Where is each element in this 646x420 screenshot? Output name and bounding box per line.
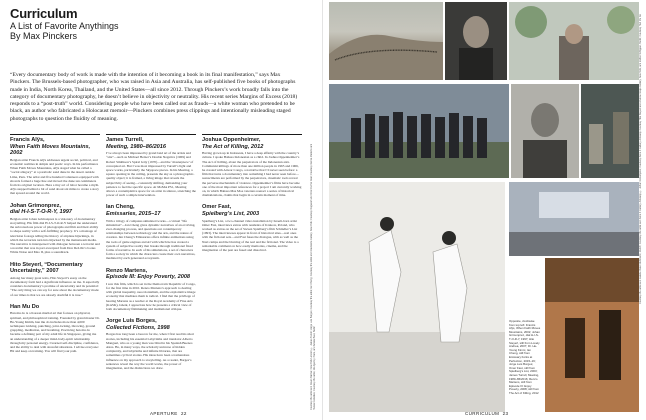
entry-body: Han mu do is a Korean martial art that focuses on physical, spiritual, and philosophical training. Founded by grand master Dr. He-Young Kimm, han mu do includes more than 4,000 techniques: kicking, punching, joint-locking, throwing, ground grappling, meditation, and breathing. Practicing han mu do became a defining part of my adult life in Singapore, giving me an understanding of a deeper mind-body-spirit relationship through my personal energy. I learned self-discipline, confidence, and the ability to deal with stressful situations. I advise everyone: Hit and keep on training. You will find your path. bbox=[10, 311, 100, 354]
entry-title bbox=[10, 203, 100, 216]
footer-left bbox=[150, 411, 187, 416]
entry-work: The Act of Killing, 2012 bbox=[202, 143, 264, 150]
column-rule bbox=[10, 134, 100, 135]
entry-creator: Omer Fast, bbox=[202, 204, 232, 211]
entry-creator: Han Mu Do bbox=[10, 303, 40, 310]
entry bbox=[106, 268, 196, 312]
entry bbox=[106, 318, 196, 370]
entry-title bbox=[106, 137, 196, 150]
entry-work: Meeting, 1980–86/2016 bbox=[106, 143, 167, 150]
intro-paragraph: “Every documentary body of work is made with the intention of it becoming a book in its final manifestation,” says Max Pinckers. The Brussels-based photographer, who was raised in Asia and Australia, has self-published five books of photographs made in India, North Korea, Thailand, and the United States—all since 2012. Through Pinckers’s work broadly falls into the category of documentary photography, he doesn’t believe in objectivity or neutrality. His recent series Margins of Excess (2018) responds to a “post-truth” world. Considering people who have been called out as frauds—a white woman who pretended to be black, an author who fabricated a Holocaust memoir—Pinckers combines press clippings and intentionally misleading staged photographs to question the fluidity of meaning. bbox=[10, 72, 298, 122]
photo-woman-plants bbox=[509, 2, 639, 80]
photo-sky-room-art bbox=[509, 182, 639, 256]
entry-column-2 bbox=[106, 137, 196, 377]
entry-title bbox=[10, 304, 100, 311]
column-rule bbox=[106, 134, 196, 135]
entry-creator: Jorge Luis Borges, bbox=[106, 318, 157, 325]
photo-borges-portrait-art bbox=[511, 84, 579, 178]
entry bbox=[106, 137, 196, 197]
photo-portrait-man bbox=[445, 2, 507, 80]
photo-martial-arts-art bbox=[329, 182, 505, 412]
photo-dune-volunteers bbox=[329, 2, 443, 80]
photo-credits-right: Courtesy the artist and Galerie Peter Kilchmann, Zurich; Courtesy the artist and Zeno X Gallery, Antwerp; © Johan Grimonprez; Courtesy Zeno X Gallery, Antwerp; Courtesy Hito Steyerl and Andrew Kreps Gallery, New York, and Esther Schipper, Berlin; Courtesy Han Mu Do bbox=[639, 14, 642, 304]
photo-group-portrait bbox=[329, 84, 509, 178]
entry-creator: Renzo Martens, bbox=[106, 267, 148, 274]
photo-credits-left: Courtesy the artist and David Zwirner, New York/London; © James Turrell; Jorge Luis Borges; Courtesy the artist; Ian Cheng; Courtesy the artist and Gladstone Gallery, New York; Courtesy Dogwoof and Final Cut for Real; Courtesy Renzo Martens and Human Activities; Courtesy the artist, Gb Agency, Paris, and Arratia Beer, Berlin bbox=[310, 143, 316, 410]
entry-body: Spielberg’s List, a two-channel video installation by Israeli-born artist Omer Fast, interviews extras with residents of Krakow, Poland, who worked as extras on the set of Steven Spielberg’s film Schindler’s List (1993). The interviewees appear in front of historical sites—real ones with the fictional sets—and Fast fuses the dialogue, with as well as the Nazi camps and the blurring of the real and the fictional. The video is a remarkable comment on how easily memories, cinema, and the imagination of the past are fused and dissolved. bbox=[202, 218, 299, 253]
entry-creator: Johan Grimonprez, bbox=[10, 202, 61, 209]
photo-group-portrait-art bbox=[329, 84, 509, 178]
entry bbox=[202, 137, 302, 197]
entry-body: Borges has long been a beacon for me, when I first read his short stories, including his essential Labyrinths and translator Alberto Manguel, who as a young man was blind in his Spanish Buenos Aires. He, in many ways, the scholarly universe of hidden complexity, and labyrinths and infinite libraries, that are sometimes cyclical stories. His ideas have been a tremendous influence on my approach to storytelling. As a reader, Borges’s sentences reveal the way the world works, the power of imagination, and the distinctions we draw. bbox=[106, 332, 195, 371]
photo-martial-arts bbox=[329, 182, 505, 412]
entry-body: Having grown up in Indonesia, I have a deep affinity with the country’s culture. I spoke Bahasa Indonesian as a child. In Joshua Oppenheimer’s The Act of Killing, about the perpetrators of the Indonesian anti-Communist killings of more than one million people in 1965 and 1966, he created with Anwar Congo, a narrative that I’d never seen before: a film that turns a documentary into something I had never seen before—reenactments are performed by the perpetrators, cinematic tools reveal the perverse mechanism of violence. Oppenheimer’s films have become one of the most important references for a project I am currently working on, in which Bahasa Mas Moe veterans reenact a series of historical dramatizations, claims that begin in a certain moment of time. bbox=[202, 151, 302, 198]
footer-right bbox=[465, 411, 508, 416]
entry-work: When Faith Moves Mountains, 2002 bbox=[10, 143, 91, 157]
photo-film-still-art bbox=[545, 258, 639, 412]
page-number: 22 bbox=[180, 411, 187, 416]
entry-title bbox=[202, 137, 302, 150]
entry-creator: Joshua Oppenheimer, bbox=[202, 137, 261, 143]
entry bbox=[10, 304, 100, 354]
entry-work: dial H-I-S-T-O-R-Y, 1997 bbox=[10, 209, 72, 216]
entry-body: Belgian artist Francis Alÿs addresses urgent social, political, and economic realities in simple and poetic ways. In his performance When Faith Moves Mountains, Alÿs staged what he called a “social allegory” at a parabolic sand dune in the desert outside Lima, Peru. The artist and five hundred volunteers equipped with shovels formed a huge line and moved the dune ten centimeters from its original location. Here a tiny act of labor became a myth. Alÿs stepped behind a bit of sand about six miles to create a story that spread around the world. bbox=[10, 157, 100, 196]
photo-digital-figures bbox=[581, 84, 639, 178]
photo-woman-plants-art bbox=[509, 2, 639, 80]
entry-title bbox=[10, 137, 100, 157]
entry-work: Spielberg’s List, 2003 bbox=[202, 211, 260, 218]
entry-column-3 bbox=[202, 137, 302, 259]
entry-creator: Ian Cheng, bbox=[106, 204, 135, 211]
entry-title bbox=[10, 262, 100, 275]
entry bbox=[202, 204, 302, 252]
photo-film-still bbox=[545, 258, 639, 412]
entry-title bbox=[106, 204, 196, 217]
page-subtitle bbox=[10, 21, 160, 41]
entry-body: With a trilogy of computer-simulated works—a virtual “life simulation”—Ian Cheng gives dynamic narratives of an evolving, ever-changing process, and questions our contemporary relationships between technology and the arts, and the nature of creation. Ian Cheng’s Emissaries offers infinite animations using the tools of game engines and AI with which he has created a system of subjective reality that breaks through traditional fixed forms of narrative. In each of his simulations, a set of characters form a society in which the characters create their own narratives, mediated by each generated ecosystem. bbox=[106, 218, 196, 261]
entry bbox=[106, 204, 196, 260]
entry-creator: Francis Alÿs, bbox=[10, 137, 45, 143]
photo-sky-room bbox=[509, 182, 639, 256]
entry-column-1 bbox=[10, 137, 100, 360]
photo-digital-figures-art bbox=[581, 84, 639, 178]
entry-body: Among her many great texts, Hito Steyerl’s essay on the documentary form had a significant influence on me. It especially considers documentary’s promise of uncertainty and its potential: “The only thing we can say for sure about the documentary mode of our times is that we are already doubtful it is true.” bbox=[10, 275, 100, 297]
page-title: Curriculum bbox=[10, 6, 78, 21]
footer-magazine: APERTURE bbox=[150, 411, 178, 416]
page-number: 23 bbox=[502, 411, 509, 416]
right-page bbox=[323, 0, 646, 420]
entry-title bbox=[106, 318, 196, 331]
entry-body: I saw this film, which is set in the Democratic Republic of Congo, for the first time in 2010. Renzo Martens’s approach to dealing with global inequality, neocolonialism, and the exploitative image economy that mediates them is radical. I find that the privilege of hearing Martens as a teacher at the Royal Academy of Fine Arts (KASK), Ghent, I appreciate how he presents a critical view of both documentary filmmaking and institutional critique. bbox=[106, 281, 196, 312]
subtitle-line: A List of Favorite Anythings bbox=[10, 21, 119, 31]
entry-body: Belgian artist Johan Grimonprez is a visionary of documentary storytelling. His film dial H-I-S-T-O-R-Y helped me understand the subconscious power of photographs and film and their ability to shape reality with a self-fulfilling prophecy. It’s a montage of television footage telling the history of airplane hijackings, in which the terrorists turn into hijacked by the mainstream media. The narrative is interspersed with dialogue between a terrorist and a novelist that was in part excerpted from Don DeLillo’s books White Noise and Mao II, plus a soundtrack. bbox=[10, 216, 100, 255]
byline: By Max Pinckers bbox=[10, 31, 78, 41]
entry-body: I’ve always been impressed by grand land art of the artists and “site”—such as Michael Heizer’s Double Negative (1969) and Robert Smithson’s Spiral Jetty (1970)—and the ‘masterpiece’ of conceptual art. But I was most impressed by Turrell’s light and space works, particularly the Skyspace pieces. In his Meeting, a square opening in the ceiling, presents the sky as a photographic-quality object; it is framed, a living image that reveals the subjectivity of seeing—constantly shifting, demanding your patience to feel the specific space. At MoMA PS1, Meeting allows a contemplative space for an artist in silence, stretching the power of such a simple intervention. bbox=[106, 151, 196, 198]
footer-section: CURRICULUM bbox=[465, 411, 500, 416]
entry-work: Collected Fictions, 1998 bbox=[106, 324, 170, 331]
photo-borges-portrait bbox=[511, 84, 579, 178]
entry-creator: Hito Steyerl, “Documentary Uncertainty,” 2007 bbox=[10, 261, 83, 275]
entry-work: Emissaries, 2015–17 bbox=[106, 211, 161, 218]
photo-portrait-man-art bbox=[445, 2, 507, 80]
entry bbox=[10, 262, 100, 297]
column-rule bbox=[202, 134, 302, 135]
photo-dune-volunteers-art bbox=[329, 2, 443, 80]
entry-title bbox=[202, 204, 302, 217]
entry-creator: James Turrell, bbox=[106, 137, 144, 143]
image-captions: Opposite, clockwise from top left: Francis Alÿs, When Faith Moves Mountains, 2002; Johan Grimonprez, dial H-I-S-T-O-R-Y, 1997; Hito Steyerl, still from Lovely Andrea, 2007; Dr. He-Young Kimm; Ian Cheng, still from Emissary Forks at Perfection, 2015–16; Jorge Luis Borges; Omer Fast, still from Spielberg’s List, 2003; James Turrell, Meeting, 1980–86/2016; Renzo Martens, still from Episode III: Enjoy Poverty, 2008; still from The Act of Killing, 2012 bbox=[509, 319, 541, 395]
entry bbox=[10, 203, 100, 255]
entry-work: Episode III: Enjoy Poverty, 2008 bbox=[106, 274, 191, 281]
entry-title bbox=[106, 268, 196, 281]
entry bbox=[10, 137, 100, 196]
